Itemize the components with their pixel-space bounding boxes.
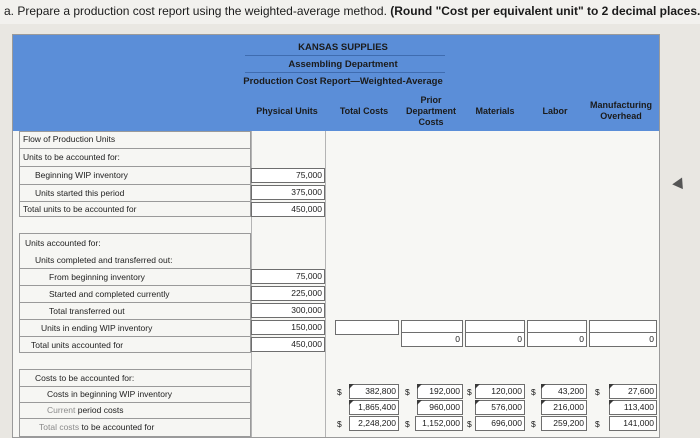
current-total-cost-input[interactable]: 1,865,400 — [349, 400, 399, 415]
beginning-labor-cost-input[interactable]: 43,200 — [541, 384, 587, 399]
total-materials-cost-input[interactable]: 696,000 — [475, 416, 525, 431]
current-prior-cost-input[interactable]: 960,000 — [417, 400, 463, 415]
col-prior-line3: Costs — [418, 117, 444, 127]
labor-equivalent-input[interactable]: 0 — [527, 332, 587, 347]
total-units-label: Total units to be accounted for — [23, 204, 137, 214]
total-overhead-cost-input[interactable]: 141,000 — [609, 416, 657, 431]
units-accounted-heading: Units accounted for: — [25, 238, 101, 248]
report-title: Production Cost Report—Weighted-Average — [243, 76, 443, 87]
dollar-sign: $ — [531, 387, 536, 397]
beginning-prior-cost-input[interactable]: 192,000 — [417, 384, 463, 399]
total-prior-cost-input[interactable]: 1,152,000 — [415, 416, 463, 431]
ending-wip-units-input[interactable]: 150,000 — [251, 320, 325, 335]
department-name: Assembling Department — [288, 59, 398, 70]
total-units-input[interactable]: 450,000 — [251, 202, 325, 217]
units-completed-label: Units completed and transferred out: — [35, 255, 173, 265]
dollar-sign: $ — [467, 387, 472, 397]
costs-heading: Costs to be accounted for: — [35, 373, 135, 383]
current-materials-cost-input[interactable]: 576,000 — [475, 400, 525, 415]
col-physical-units: Physical Units — [256, 106, 318, 116]
materials-equivalent-input[interactable]: 0 — [465, 332, 525, 347]
started-completed-label: Started and completed currently — [49, 289, 170, 299]
col-overhead-line1: Manufacturing — [590, 100, 652, 110]
dollar-sign: $ — [595, 387, 600, 397]
units-started-label: Units started this period — [35, 188, 125, 198]
transferred-units-input[interactable]: 300,000 — [251, 303, 325, 318]
dollar-sign: $ — [337, 387, 342, 397]
col-overhead-line2: Overhead — [600, 111, 642, 121]
mouse-cursor-icon — [672, 177, 688, 192]
costs-beginning-label: Costs in beginning WIP inventory — [47, 389, 173, 399]
dollar-sign: $ — [405, 387, 410, 397]
total-total-cost-input[interactable]: 2,248,200 — [349, 416, 399, 431]
total-costs-dim-label: Total costs — [39, 422, 80, 432]
production-cost-report — [12, 34, 660, 438]
instruction-bar — [0, 0, 700, 24]
beginning-materials-cost-input[interactable]: 120,000 — [475, 384, 525, 399]
beginning-wip-units-input[interactable]: 75,000 — [251, 168, 325, 183]
prior-equivalent-input[interactable]: 0 — [401, 332, 463, 347]
total-costs-label: to be accounted for — [81, 422, 155, 432]
from-beginning-label: From beginning inventory — [49, 272, 145, 282]
col-prior-line2: Department — [405, 106, 456, 116]
flow-heading: Flow of Production Units — [23, 134, 116, 144]
current-dim-label: Current — [47, 405, 76, 415]
rounding-note: (Round "Cost per equivalent unit" to 2 decimal places. — [390, 4, 700, 18]
company-name: KANSAS SUPPLIES — [298, 42, 388, 53]
total-accounted-label: Total units accounted for — [31, 340, 124, 350]
from-beginning-units-input[interactable]: 75,000 — [251, 269, 325, 284]
current-period-label: period costs — [77, 405, 124, 415]
dollar-sign: $ — [531, 419, 536, 429]
units-started-input[interactable]: 375,000 — [251, 185, 325, 200]
dollar-sign: $ — [337, 419, 342, 429]
col-materials: Materials — [475, 106, 515, 116]
total-accounted-units-input[interactable]: 450,000 — [251, 337, 325, 352]
beginning-total-cost-input[interactable]: 382,800 — [349, 384, 399, 399]
beginning-wip-label: Beginning WIP inventory — [35, 170, 128, 180]
ending-total-cost-input[interactable] — [335, 320, 399, 335]
dollar-sign: $ — [467, 419, 472, 429]
dollar-sign: $ — [405, 419, 410, 429]
instruction-text: a. Prepare a production cost report using the weighted-average method. — [4, 4, 387, 18]
ending-wip-label: Units in ending WIP inventory — [41, 323, 153, 333]
dollar-sign: $ — [595, 419, 600, 429]
units-to-account-label: Units to be accounted for: — [23, 152, 120, 162]
col-prior-line1: Prior — [420, 95, 442, 105]
col-labor: Labor — [542, 106, 568, 116]
beginning-overhead-cost-input[interactable]: 27,600 — [609, 384, 657, 399]
current-overhead-cost-input[interactable]: 113,400 — [609, 400, 657, 415]
started-completed-units-input[interactable]: 225,000 — [251, 286, 325, 301]
current-labor-cost-input[interactable]: 216,000 — [541, 400, 587, 415]
overhead-equivalent-input[interactable]: 0 — [589, 332, 657, 347]
col-total-costs: Total Costs — [339, 106, 389, 116]
total-labor-cost-input[interactable]: 259,200 — [541, 416, 587, 431]
transferred-out-label: Total transferred out — [49, 306, 125, 316]
